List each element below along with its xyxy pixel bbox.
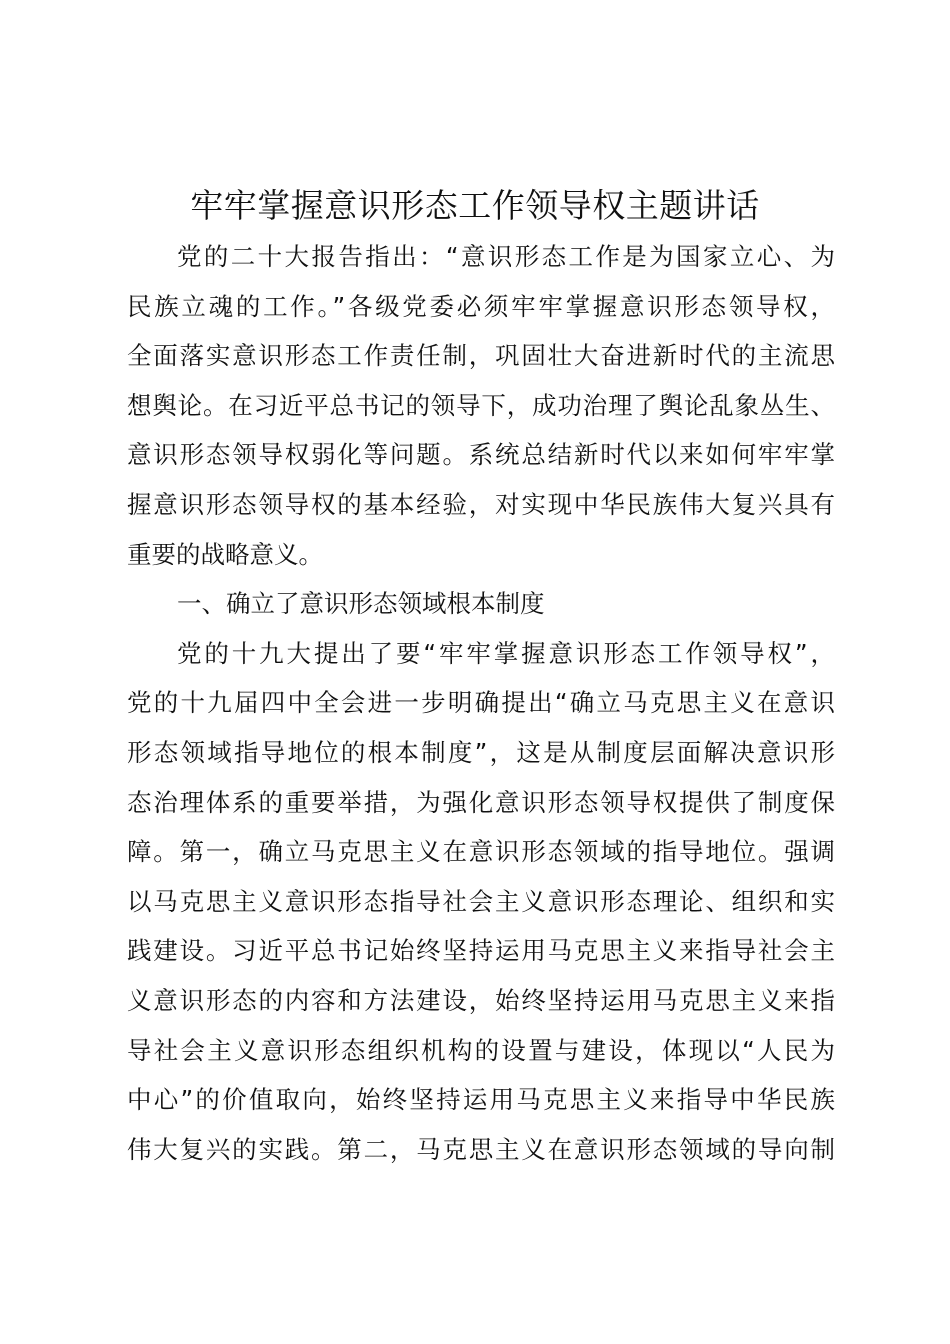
- paragraph-line: 党的二十大报告指出：“意识形态工作是为国家立心、为: [177, 242, 835, 271]
- document-title: 牢牢掌握意识形态工作领导权主题讲话: [190, 186, 760, 225]
- paragraph-line: 伟大复兴的实践。第二，马克思主义在意识形态领域的导向制: [127, 1134, 835, 1164]
- paragraph-line: 想舆论。在习近平总书记的领导下，成功治理了舆论乱象丛生、: [127, 390, 835, 420]
- paragraph-line: 态治理体系的重要举措，为强化意识形态领导权提供了制度保: [127, 787, 835, 817]
- paragraph-line: 重要的战略意义。: [127, 539, 323, 569]
- paragraph-line: 义意识形态的内容和方法建设，始终坚持运用马克思主义来指: [127, 985, 835, 1015]
- paragraph-line: 意识形态领导权弱化等问题。系统总结新时代以来如何牢牢掌: [127, 440, 835, 470]
- paragraph-line: 全面落实意识形态工作责任制，巩固壮大奋进新时代的主流思: [127, 341, 835, 371]
- paragraph-line: 民族立魂的工作。”各级党委必须牢牢掌握意识形态领导权，: [127, 291, 835, 321]
- paragraph-line: 以马克思主义意识形态指导社会主义意识形态理论、组织和实: [127, 886, 835, 916]
- paragraph-line: 践建设。习近平总书记始终坚持运用马克思主义来指导社会主: [127, 936, 835, 966]
- paragraph-line: 形态领域指导地位的根本制度”，这是从制度层面解决意识形: [127, 737, 835, 767]
- paragraph-line: 党的十九大提出了要“牢牢掌握意识形态工作领导权”，: [177, 638, 835, 668]
- paragraph-line: 中心”的价值取向，始终坚持运用马克思主义来指导中华民族: [127, 1085, 835, 1115]
- paragraph-line: 导社会主义意识形态组织机构的设置与建设，体现以“人民为: [127, 1035, 835, 1065]
- paragraph-line: 障。第一，确立马克思主义在意识形态领域的指导地位。强调: [127, 837, 835, 867]
- paragraph-line: 握意识形态领导权的基本经验，对实现中华民族伟大复兴具有: [127, 489, 835, 519]
- section-heading: 一、确立了意识形态领域根本制度: [177, 589, 545, 619]
- paragraph-line: 党的十九届四中全会进一步明确提出“确立马克思主义在意识: [127, 688, 835, 718]
- document-body: [127, 232, 835, 1174]
